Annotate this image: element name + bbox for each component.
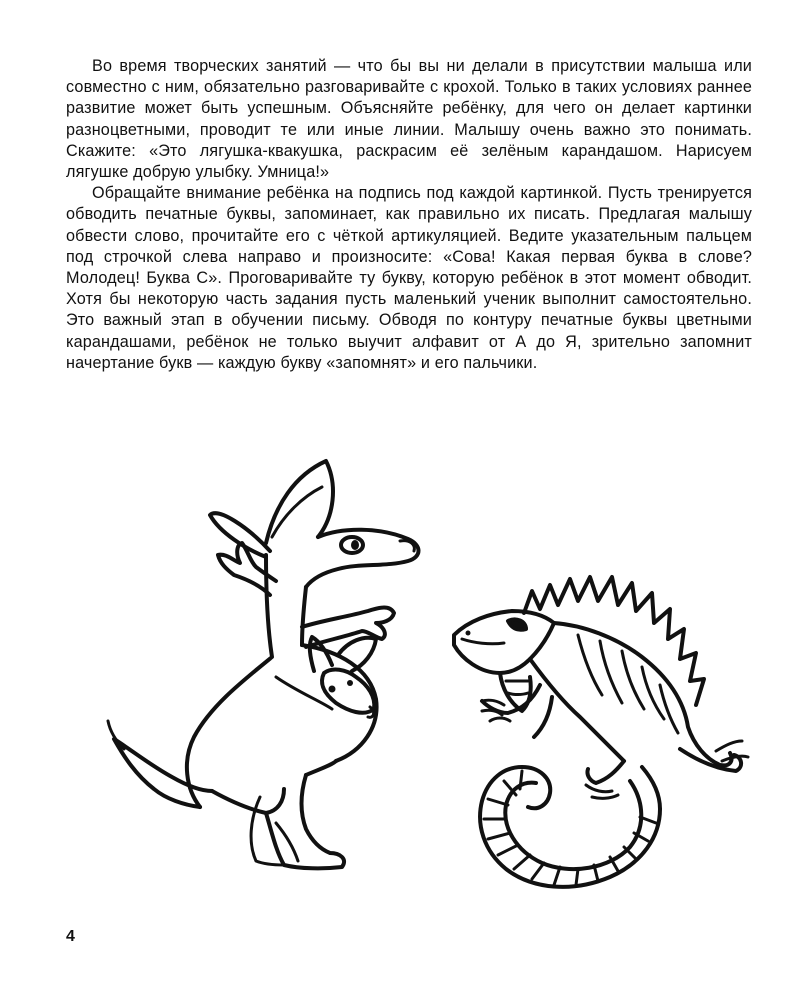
- coloring-illustration: [70, 445, 750, 905]
- page-number: 4: [66, 928, 75, 945]
- kangaroo-figure: [108, 461, 419, 868]
- iguana-figure: [454, 577, 748, 887]
- paragraph-2: Обращайте внимание ребёнка на подпись под каждой картинкой. Пусть тренируется обводить печатные буквы, запоминает, как правильно их писать. Предлагая малышу обвести слово, прочитайте его с чёткой артикуляцией. Ведите указательным пальцем под строчкой слева направо и произносите: «Сова! Какая первая буква в слове? Молодец! Буква С». Проговаривайте ту букву, которую ребёнок в этот момент обводит. Хотя бы некоторую часть задания пусть маленький ученик выполнит самостоятельно. Это важный этап в обучении письму. Обводя по контуру печатные буквы цветными карандашами, ребёнок не только выучит алфавит от А до Я, зрительно запомнит начертание букв — каждую букву «запомнят» и его пальчики.: [66, 184, 752, 372]
- paragraph-1: Во время творческих занятий — что бы вы ни делали в присутствии малыша или совместно с ним, обязательно разговаривайте с крохой. Только в таких условиях раннее развитие может быть успешным. Объясняйте ребёнку, для чего он делает картинки разноцветными, проводит те или иные линии. Малышу очень важно это понимать. Скажите: «Это лягушка-квакушка, раскрасим её зелёным карандашом. Нарисуем лягушке добрую улыбку. Умница!»: [66, 57, 752, 182]
- body-text: [66, 56, 752, 374]
